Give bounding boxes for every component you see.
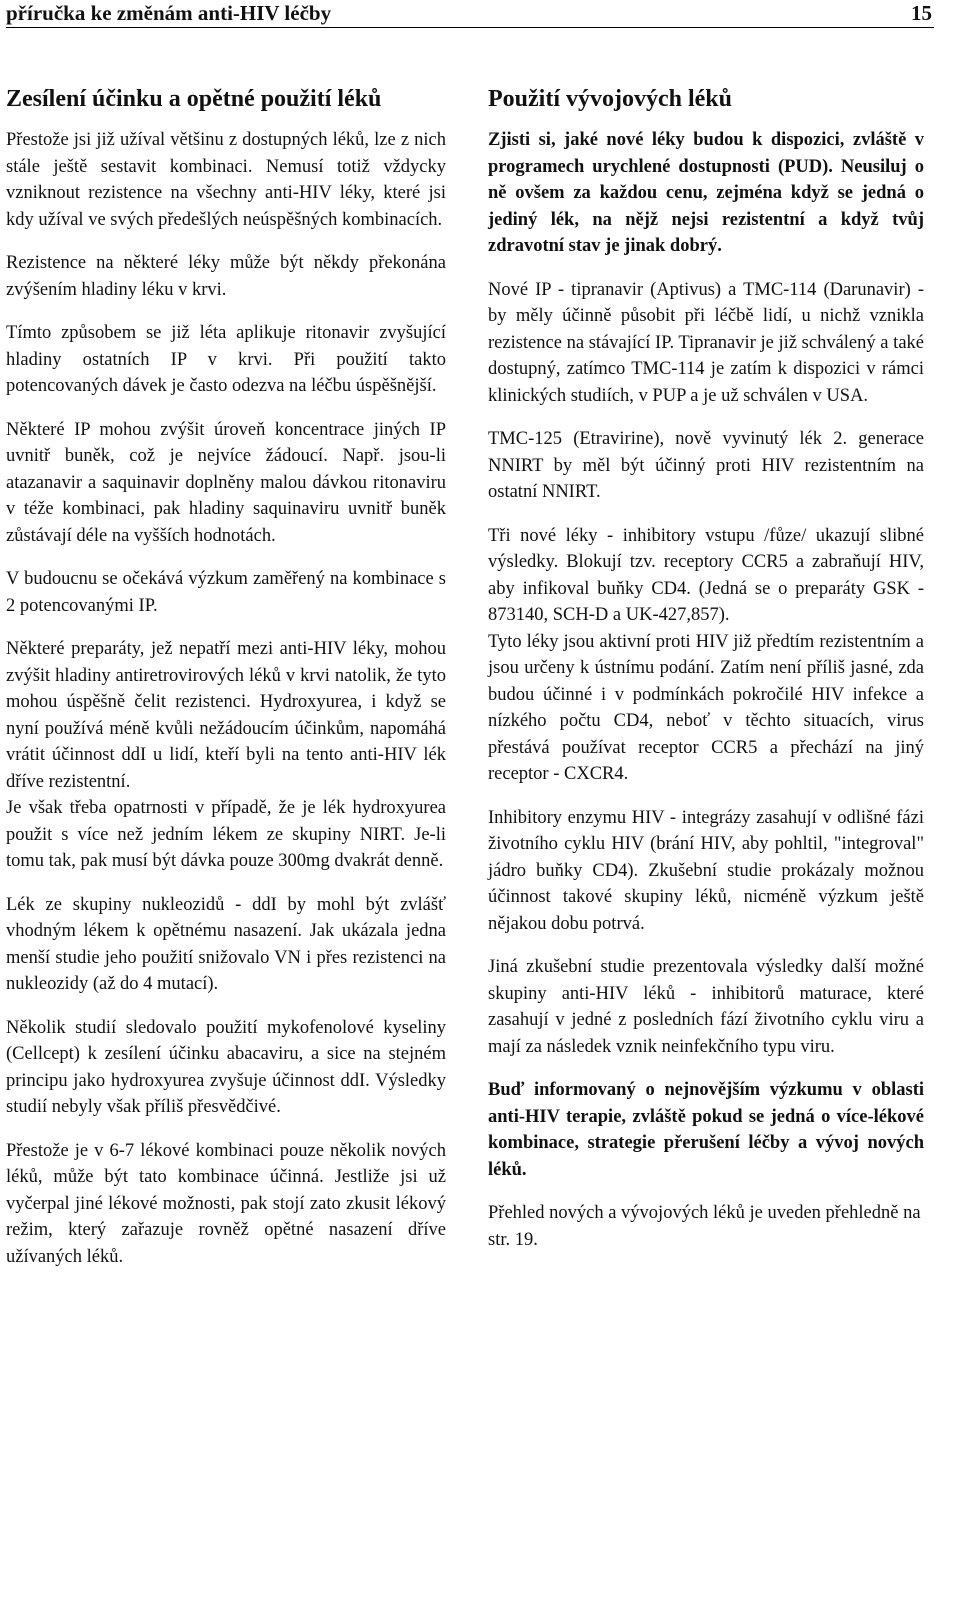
- paragraph: Jiná zkušební studie prezentovala výsledky další možné skupiny anti-HIV léků - inhibitorů maturace, které zasahují v jedné z posledních fází životního cyklu viru a mají za následek vznik neinfekčního typu viru.: [488, 957, 924, 1057]
- paragraph: Přestože je v 6-7 lékové kombinaci pouze několik nových léků, může být tato kombinace účinná. Jestliže jsi už vyčerpal jiné lékové možnosti, pak stojí zato zkusit lékový režim, který zařazuje rovněž opětné nasazení dříve užívaných léků.: [6, 1140, 446, 1267]
- right-column: [488, 84, 924, 1270]
- paragraph: Některé IP mohou zvýšit úroveň koncentrace jiných IP uvnitř buněk, což je nejvíce žádoucí. Např. jsou-li atazanavir a saquinavir doplněny malou dávkou ritonaviru v téže kombinaci, pak hladiny saquinaviru uvnitř buněk zůstávají déle na vyšších hodnotách.: [6, 419, 446, 546]
- paragraph: Inhibitory enzymu HIV - integrázy zasahují v odlišné fázi životního cyklu HIV (brání HIV, aby pohltil, "integroval" jádro buňky CD4). Zkušební studie prokázaly možnou účinnost takové skupiny léků, nicméně výzkum ještě nějakou dobu potrvá.: [488, 807, 924, 934]
- document-title: příručka ke změnám anti-HIV léčby: [6, 1, 332, 25]
- paragraph: Několik studií sledovalo použití mykofenolové kyseliny (Cellcept) k zesílení účinku abacaviru, a sice na stejném principu jako hydroxyurea zvyšuje účinnost ddI. Výsledky studií nebyly však příliš přesvědčivé.: [6, 1017, 446, 1117]
- paragraph: Některé preparáty, jež nepatří mezi anti-HIV léky, mohou zvýšit hladiny antiretrovirových léků v krvi natolik, že tyto mohou úspěšně čelit rezistenci. Hydroxyurea, i když se nyní používá méně kvůli nežádoucím účinkům, napomáhá vrátit účinnost ddI u lidí, kteří byli na tento anti-HIV lék dříve rezistentní.: [6, 639, 446, 792]
- page-number: 15: [911, 1, 932, 25]
- paragraph-bold-advice: Zjisti si, jaké nové léky budou k dispozici, zvláště v programech urychlené dostupnosti (PUD). Neusiluj o ně ovšem za každou cenu, zejména když se jedná o jediný lék, na nějž nejsi rezistentní a když tvůj zdravotní stav je jinak dobrý.: [488, 130, 924, 256]
- paragraph: V budoucnu se očekává výzkum zaměřený na kombinace s 2 potencovanými IP.: [6, 569, 446, 616]
- paragraph-bold-stay-informed: Buď informovaný o nejnovějším výzkumu v oblasti anti-HIV terapie, zvláště pokud se jedná o více-lékové kombinace, strategie přerušení léčby a vývoj nových léků.: [488, 1080, 924, 1180]
- paragraph: Lék ze skupiny nukleozidů - ddI by mohl být zvlášť vhodným lékem k opětnému nasazení. Jak ukázala jedna menší studie jeho použití snižovalo VN i přes rezistenci na nukleozidy (až do 4 mutací).: [6, 894, 446, 994]
- section-heading-experimental-drugs: Použití vývojových léků: [488, 86, 732, 112]
- section-heading-boosting: Zesílení účinku a opětné použití léků: [6, 86, 382, 112]
- paragraph: Přehled nových a vývojových léků je uveden přehledně na str. 19.: [488, 1203, 921, 1250]
- left-column: [6, 84, 446, 1287]
- paragraph: Tři nové léky - inhibitory vstupu /fůze/ ukazují slibné výsledky. Blokují tzv. receptory CCR5 a zabraňují HIV, aby infikoval buňky CD4. (Jedná se o preparáty GSK - 873140, SCH-D a UK-427,857).: [488, 525, 924, 625]
- paragraph: TMC-125 (Etravirine), nově vyvinutý lék 2. generace NNIRT by měl být účinný proti HIV rezistentním na ostatní NNIRT.: [488, 429, 924, 502]
- paragraph: Tímto způsobem se již léta aplikuje ritonavir zvyšující hladiny ostatních IP v krvi. Při použití takto potencovaných dávek je často odezva na léčbu úspěšnější.: [6, 323, 446, 396]
- page-header: [6, 0, 934, 28]
- paragraph: Nové IP - tipranavir (Aptivus) a TMC-114 (Darunavir) - by měly účinně působit při léčbě lidí, u nichž vznikla rezistence na stávající IP. Tipranavir je již schválený a také dostupný, zatímco TMC-114 je zatím k dispozici v rámci klinických studiích, v PUP a je už schválen v USA.: [488, 279, 924, 406]
- paragraph: Tyto léky jsou aktivní proti HIV již předtím rezistentním a jsou určeny k ústnímu podání. Zatím není příliš jasné, zda budou účinné i v podmínkách pokročilé HIV infekce a nízkého počtu CD4, neboť v těchto situacích, virus přestává používat receptor CCR5 a přechází na jiný receptor - CXCR4.: [488, 631, 924, 784]
- paragraph: Rezistence na některé léky může být někdy překonána zvýšením hladiny léku v krvi.: [6, 253, 446, 300]
- paragraph: Přestože jsi již užíval většinu z dostupných léků, lze z nich stále ještě sestavit kombinaci. Nemusí totiž vždycky vzniknout rezistence na všechny anti-HIV léky, které jsi kdy užíval ve svých předešlých neúspěšných kombinacích.: [6, 130, 446, 230]
- paragraph: Je však třeba opatrnosti v případě, že je lék hydroxyurea použit s více než jedním lékem ze skupiny NIRT. Je-li tomu tak, pak musí být dávka pouze 300mg dvakrát denně.: [6, 798, 446, 871]
